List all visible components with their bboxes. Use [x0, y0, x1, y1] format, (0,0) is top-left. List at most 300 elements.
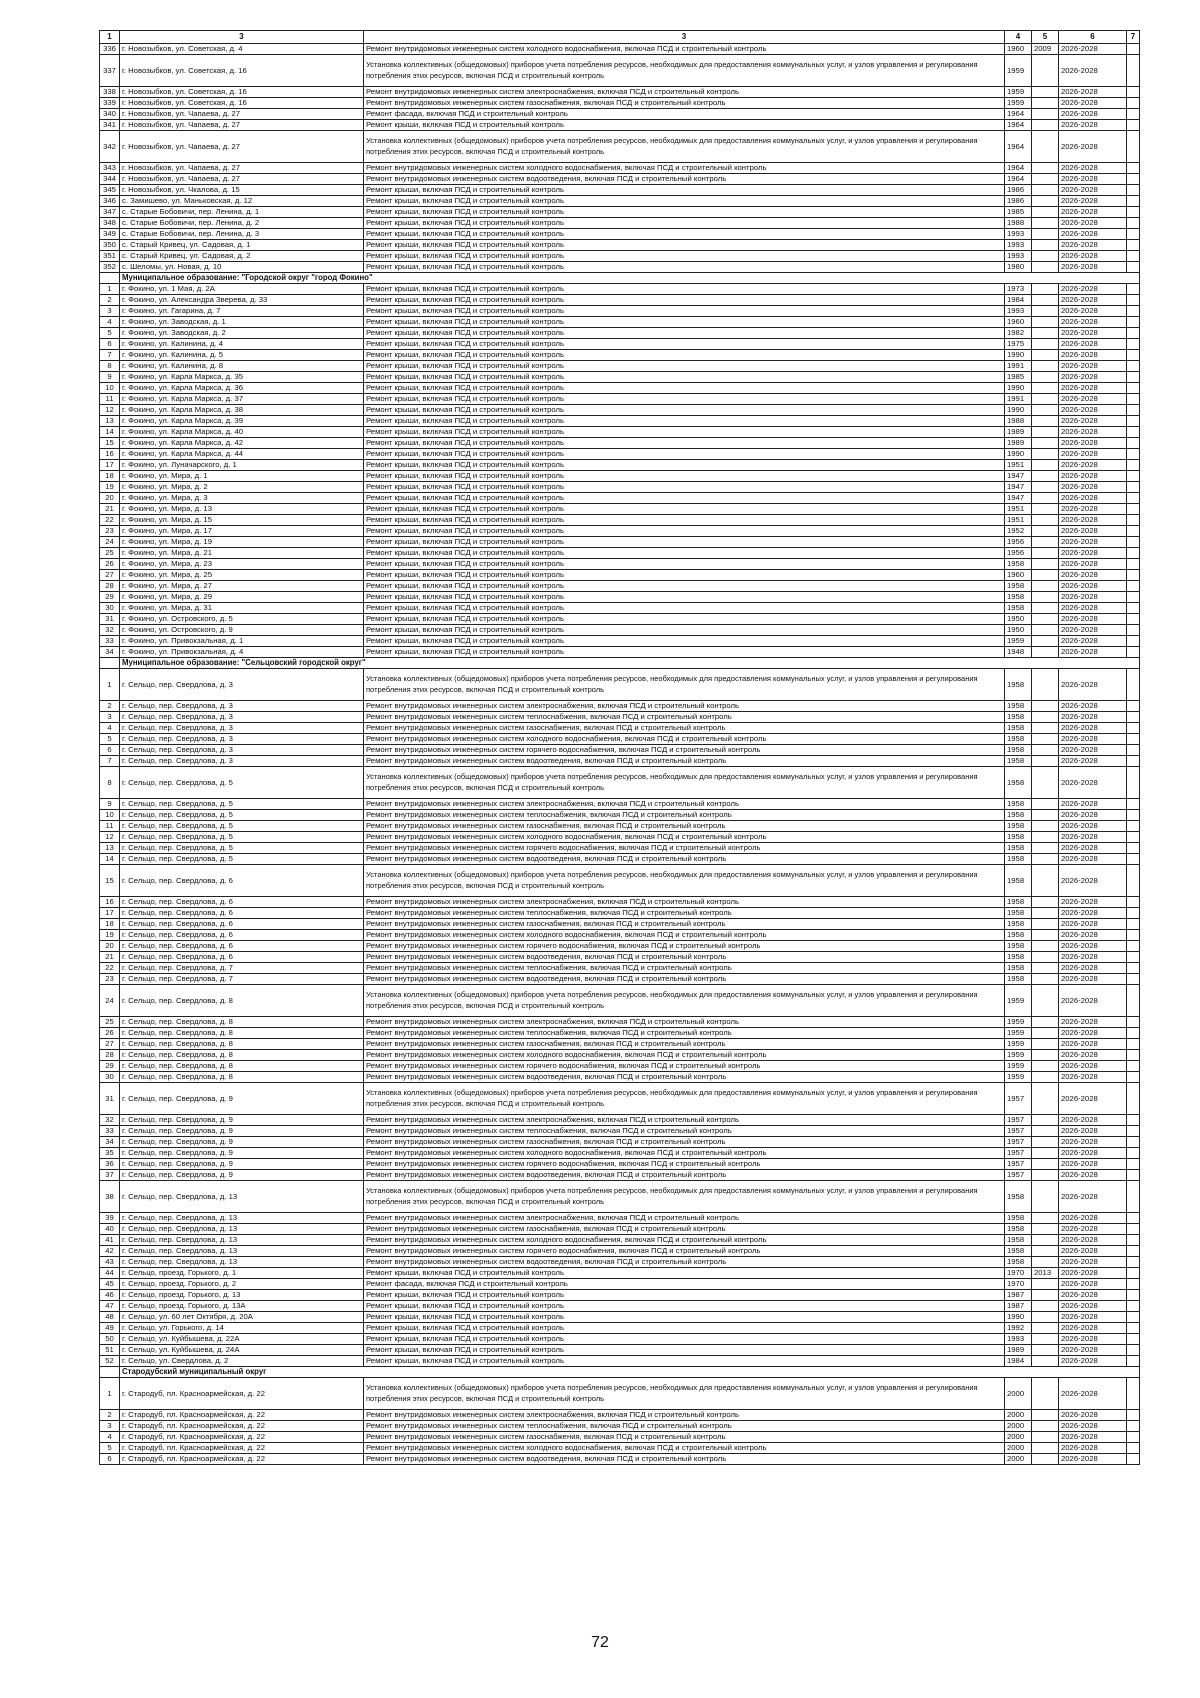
- planned-period-cell: 2026-2028: [1059, 218, 1127, 229]
- work-type-cell: Ремонт крыши, включая ПСД и строительный контроль: [364, 328, 1005, 339]
- work-type-cell: Ремонт крыши, включая ПСД и строительный контроль: [364, 207, 1005, 218]
- page-number: 72: [591, 1634, 609, 1651]
- work-type-cell: Ремонт внутридомовых инженерных систем газоснабжения, включая ПСД и строительный контроль: [364, 1039, 1005, 1050]
- table-row: [100, 832, 1140, 843]
- header-cell: 1: [100, 31, 120, 44]
- planned-period-cell: 2026-2028: [1059, 317, 1127, 328]
- commission-year-cell: 1958: [1005, 1246, 1032, 1257]
- last-repair-year-cell: [1032, 120, 1059, 131]
- work-type-cell: Ремонт внутридомовых инженерных систем горячего водоснабжения, включая ПСД и строительный контроль: [364, 1246, 1005, 1257]
- table-row: [100, 383, 1140, 394]
- table-row: [100, 1170, 1140, 1181]
- planned-period-cell: 2026-2028: [1059, 1421, 1127, 1432]
- planned-period-cell: 2026-2028: [1059, 1356, 1127, 1367]
- last-repair-year-cell: [1032, 1279, 1059, 1290]
- work-type-cell: Ремонт внутридомовых инженерных систем газоснабжения, включая ПСД и строительный контроль: [364, 1224, 1005, 1235]
- table-row: [100, 1443, 1140, 1454]
- row-number-cell: 18: [100, 919, 120, 930]
- commission-year-cell: 1985: [1005, 207, 1032, 218]
- row-number-cell: 17: [100, 908, 120, 919]
- row-number-cell: 28: [100, 581, 120, 592]
- empty-cell: [1127, 317, 1140, 328]
- address-cell: с. Шеломы, ул. Новая, д. 10: [120, 262, 364, 273]
- header-cell: 7: [1127, 31, 1140, 44]
- last-repair-year-cell: [1032, 570, 1059, 581]
- table-row: [100, 1061, 1140, 1072]
- planned-period-cell: 2026-2028: [1059, 207, 1127, 218]
- work-type-cell: Установка коллективных (общедомовых) приборов учета потребления ресурсов, необходимых для предоставления коммунальных услуг, и узлов управления и регулирования потребления этих ресурсов, включая ПСД и строительный контроль: [364, 767, 1005, 799]
- work-type-cell: Ремонт внутридомовых инженерных систем газоснабжения, включая ПСД и строительный контроль: [364, 98, 1005, 109]
- commission-year-cell: 1957: [1005, 1148, 1032, 1159]
- table-row: [100, 1181, 1140, 1213]
- commission-year-cell: 1957: [1005, 1126, 1032, 1137]
- commission-year-cell: 2000: [1005, 1421, 1032, 1432]
- commission-year-cell: 1980: [1005, 262, 1032, 273]
- commission-year-cell: 1964: [1005, 163, 1032, 174]
- table-row: [100, 756, 1140, 767]
- commission-year-cell: 1958: [1005, 919, 1032, 930]
- commission-year-cell: 1975: [1005, 339, 1032, 350]
- commission-year-cell: 1959: [1005, 87, 1032, 98]
- table-row: [100, 98, 1140, 109]
- table-row: [100, 1115, 1140, 1126]
- row-number-cell: 12: [100, 832, 120, 843]
- empty-cell: [1127, 361, 1140, 372]
- last-repair-year-cell: [1032, 1323, 1059, 1334]
- empty-cell: [1127, 614, 1140, 625]
- last-repair-year-cell: [1032, 449, 1059, 460]
- table-row: [100, 548, 1140, 559]
- row-number-cell: 22: [100, 963, 120, 974]
- work-type-cell: Ремонт внутридомовых инженерных систем холодного водоснабжения, включая ПСД и строительный контроль: [364, 1148, 1005, 1159]
- address-cell: г. Новозыбков, ул. Советская, д. 16: [120, 55, 364, 87]
- commission-year-cell: 1948: [1005, 647, 1032, 658]
- address-cell: г. Сельцо, проезд. Горького, д. 2: [120, 1279, 364, 1290]
- planned-period-cell: 2026-2028: [1059, 339, 1127, 350]
- empty-cell: [1127, 1334, 1140, 1345]
- planned-period-cell: 2026-2028: [1059, 482, 1127, 493]
- row-number-cell: 1: [100, 1378, 120, 1410]
- work-type-cell: Ремонт крыши, включая ПСД и строительный контроль: [364, 460, 1005, 471]
- commission-year-cell: 1958: [1005, 799, 1032, 810]
- row-number-cell: 351: [100, 251, 120, 262]
- planned-period-cell: 2026-2028: [1059, 985, 1127, 1017]
- table-row: [100, 897, 1140, 908]
- table-row: [100, 767, 1140, 799]
- empty-cell: [1127, 1083, 1140, 1115]
- commission-year-cell: 1958: [1005, 952, 1032, 963]
- table-row: [100, 55, 1140, 87]
- table-row: [100, 1213, 1140, 1224]
- table-row: [100, 1159, 1140, 1170]
- table-row: [100, 1432, 1140, 1443]
- commission-year-cell: 2000: [1005, 1378, 1032, 1410]
- planned-period-cell: 2026-2028: [1059, 745, 1127, 756]
- empty-cell: [1127, 745, 1140, 756]
- empty-cell: [1127, 55, 1140, 87]
- commission-year-cell: 1958: [1005, 701, 1032, 712]
- planned-period-cell: 2026-2028: [1059, 284, 1127, 295]
- address-cell: г. Сельцо, пер. Свердлова, д. 9: [120, 1170, 364, 1181]
- empty-cell: [1127, 1028, 1140, 1039]
- address-cell: г. Сельцо, пер. Свердлова, д. 6: [120, 941, 364, 952]
- commission-year-cell: 1958: [1005, 734, 1032, 745]
- address-cell: г. Сельцо, пер. Свердлова, д. 6: [120, 930, 364, 941]
- row-number-cell: 352: [100, 262, 120, 273]
- last-repair-year-cell: [1032, 361, 1059, 372]
- row-number-cell: 45: [100, 1279, 120, 1290]
- table-row: [100, 460, 1140, 471]
- empty-cell: [1127, 1115, 1140, 1126]
- row-number-cell: 47: [100, 1301, 120, 1312]
- work-type-cell: Установка коллективных (общедомовых) приборов учета потребления ресурсов, необходимых для предоставления коммунальных услуг, и узлов управления и регулирования потребления этих ресурсов, включая ПСД и строительный контроль: [364, 55, 1005, 87]
- table-row: [100, 185, 1140, 196]
- table-row: [100, 328, 1140, 339]
- last-repair-year-cell: [1032, 712, 1059, 723]
- empty-cell: [1127, 1148, 1140, 1159]
- address-cell: г. Новозыбков, ул. Советская, д. 16: [120, 98, 364, 109]
- planned-period-cell: 2026-2028: [1059, 98, 1127, 109]
- commission-year-cell: 1958: [1005, 908, 1032, 919]
- address-cell: г. Сельцо, пер. Свердлова, д. 8: [120, 1028, 364, 1039]
- empty-cell: [1127, 1345, 1140, 1356]
- last-repair-year-cell: [1032, 1028, 1059, 1039]
- work-type-cell: Ремонт крыши, включая ПСД и строительный контроль: [364, 592, 1005, 603]
- table-row: [100, 559, 1140, 570]
- table-row: [100, 625, 1140, 636]
- work-type-cell: Ремонт крыши, включая ПСД и строительный контроль: [364, 361, 1005, 372]
- table-row: [100, 985, 1140, 1017]
- address-cell: г. Новозыбков, ул. Чапаева, д. 27: [120, 109, 364, 120]
- section-title: Муниципальное образование: "Городской округ "город Фокино": [120, 273, 1140, 284]
- work-type-cell: Ремонт внутридомовых инженерных систем электроснабжения, включая ПСД и строительный контроль: [364, 1213, 1005, 1224]
- table-row: [100, 919, 1140, 930]
- row-number-cell: 21: [100, 504, 120, 515]
- work-type-cell: Ремонт крыши, включая ПСД и строительный контроль: [364, 306, 1005, 317]
- commission-year-cell: 1957: [1005, 1170, 1032, 1181]
- row-number-cell: 35: [100, 1148, 120, 1159]
- table-row: [100, 745, 1140, 756]
- row-number-cell: 14: [100, 427, 120, 438]
- table-row: [100, 581, 1140, 592]
- work-type-cell: Ремонт внутридомовых инженерных систем газоснабжения, включая ПСД и строительный контроль: [364, 723, 1005, 734]
- row-number-cell: 10: [100, 383, 120, 394]
- row-number-cell: 2: [100, 295, 120, 306]
- empty-cell: [1127, 1432, 1140, 1443]
- planned-period-cell: 2026-2028: [1059, 1454, 1127, 1465]
- last-repair-year-cell: [1032, 1443, 1059, 1454]
- work-type-cell: Ремонт крыши, включая ПСД и строительный контроль: [364, 262, 1005, 273]
- header-cell: 5: [1032, 31, 1059, 44]
- last-repair-year-cell: [1032, 930, 1059, 941]
- address-cell: г. Сельцо, ул. Горького, д. 14: [120, 1323, 364, 1334]
- empty-cell: [1127, 810, 1140, 821]
- planned-period-cell: 2026-2028: [1059, 559, 1127, 570]
- address-cell: с. Старый Кривец, ул. Садовая, д. 2: [120, 251, 364, 262]
- row-number-cell: 3: [100, 1421, 120, 1432]
- last-repair-year-cell: [1032, 328, 1059, 339]
- work-type-cell: Ремонт крыши, включая ПСД и строительный контроль: [364, 581, 1005, 592]
- last-repair-year-cell: [1032, 1072, 1059, 1083]
- planned-period-cell: 2026-2028: [1059, 350, 1127, 361]
- empty-cell: [1127, 174, 1140, 185]
- commission-year-cell: 1959: [1005, 985, 1032, 1017]
- address-cell: г. Сельцо, пер. Свердлова, д. 13: [120, 1224, 364, 1235]
- row-number-cell: 32: [100, 1115, 120, 1126]
- work-type-cell: Ремонт фасада, включая ПСД и строительный контроль: [364, 1279, 1005, 1290]
- address-cell: г. Стародуб, пл. Красноармейская, д. 22: [120, 1410, 364, 1421]
- commission-year-cell: 1958: [1005, 865, 1032, 897]
- table-row: [100, 952, 1140, 963]
- empty-cell: [1127, 1290, 1140, 1301]
- empty-cell: [1127, 854, 1140, 865]
- table-row: [100, 1345, 1140, 1356]
- table-row: [100, 196, 1140, 207]
- empty-cell: [1127, 131, 1140, 163]
- planned-period-cell: 2026-2028: [1059, 712, 1127, 723]
- work-type-cell: Ремонт внутридомовых инженерных систем холодного водоснабжения, включая ПСД и строительный контроль: [364, 1235, 1005, 1246]
- last-repair-year-cell: [1032, 1039, 1059, 1050]
- work-type-cell: Ремонт внутридомовых инженерных систем электроснабжения, включая ПСД и строительный контроль: [364, 799, 1005, 810]
- commission-year-cell: 1958: [1005, 941, 1032, 952]
- last-repair-year-cell: [1032, 317, 1059, 328]
- last-repair-year-cell: [1032, 723, 1059, 734]
- commission-year-cell: 1947: [1005, 471, 1032, 482]
- planned-period-cell: 2026-2028: [1059, 1083, 1127, 1115]
- row-number-cell: 29: [100, 1061, 120, 1072]
- table-row: [100, 482, 1140, 493]
- row-number-cell: 1: [100, 284, 120, 295]
- last-repair-year-cell: [1032, 952, 1059, 963]
- commission-year-cell: 1958: [1005, 669, 1032, 701]
- last-repair-year-cell: [1032, 756, 1059, 767]
- work-type-cell: Ремонт крыши, включая ПСД и строительный контроль: [364, 229, 1005, 240]
- planned-period-cell: 2026-2028: [1059, 1432, 1127, 1443]
- address-cell: г. Сельцо, пер. Свердлова, д. 9: [120, 1115, 364, 1126]
- address-cell: с. Старые Бобовичи, пер. Ленина, д. 1: [120, 207, 364, 218]
- commission-year-cell: 1959: [1005, 1017, 1032, 1028]
- row-number-cell: 31: [100, 614, 120, 625]
- row-number-cell: 23: [100, 974, 120, 985]
- last-repair-year-cell: [1032, 647, 1059, 658]
- address-cell: г. Сельцо, пер. Свердлова, д. 6: [120, 952, 364, 963]
- table-row: [100, 449, 1140, 460]
- last-repair-year-cell: [1032, 515, 1059, 526]
- last-repair-year-cell: [1032, 1334, 1059, 1345]
- row-number-cell: 37: [100, 1170, 120, 1181]
- table-body: [100, 44, 1140, 1465]
- work-type-cell: Ремонт внутридомовых инженерных систем водоотведения, включая ПСД и строительный контроль: [364, 952, 1005, 963]
- planned-period-cell: 2026-2028: [1059, 185, 1127, 196]
- planned-period-cell: 2026-2028: [1059, 799, 1127, 810]
- row-number-cell: 41: [100, 1235, 120, 1246]
- address-cell: г. Сельцо, пер. Свердлова, д. 5: [120, 843, 364, 854]
- commission-year-cell: 1958: [1005, 603, 1032, 614]
- row-number-cell: 28: [100, 1050, 120, 1061]
- section-title: Муниципальное образование: "Сельцовский городской округ": [120, 658, 1140, 669]
- address-cell: г. Фокино, ул. Калинина, д. 4: [120, 339, 364, 350]
- row-number-cell: 23: [100, 526, 120, 537]
- row-number-cell: 342: [100, 131, 120, 163]
- address-cell: г. Фокино, ул. Карла Маркса, д. 36: [120, 383, 364, 394]
- address-cell: г. Сельцо, ул. Свердлова, д. 2: [120, 1356, 364, 1367]
- empty-cell: [1127, 1213, 1140, 1224]
- planned-period-cell: 2026-2028: [1059, 941, 1127, 952]
- address-cell: г. Фокино, ул. Калинина, д. 8: [120, 361, 364, 372]
- empty-cell: [1127, 952, 1140, 963]
- row-number-cell: 42: [100, 1246, 120, 1257]
- row-number-cell: 3: [100, 306, 120, 317]
- empty-cell: [1127, 963, 1140, 974]
- empty-cell: [1127, 229, 1140, 240]
- last-repair-year-cell: [1032, 1356, 1059, 1367]
- address-cell: г. Сельцо, пер. Свердлова, д. 5: [120, 854, 364, 865]
- commission-year-cell: 2000: [1005, 1410, 1032, 1421]
- row-number-cell: 7: [100, 350, 120, 361]
- last-repair-year-cell: [1032, 974, 1059, 985]
- work-type-cell: Ремонт крыши, включая ПСД и строительный контроль: [364, 196, 1005, 207]
- planned-period-cell: 2026-2028: [1059, 1290, 1127, 1301]
- table-row: [100, 810, 1140, 821]
- empty-cell: [1127, 207, 1140, 218]
- row-number-cell: 338: [100, 87, 120, 98]
- last-repair-year-cell: 2013: [1032, 1268, 1059, 1279]
- row-number-cell: 6: [100, 1454, 120, 1465]
- table-row: [100, 163, 1140, 174]
- empty-cell: [1127, 306, 1140, 317]
- row-number-cell: 51: [100, 1345, 120, 1356]
- row-number-cell: 4: [100, 317, 120, 328]
- row-number-cell: 343: [100, 163, 120, 174]
- row-number-cell: 33: [100, 1126, 120, 1137]
- empty-cell: [1127, 897, 1140, 908]
- address-cell: г. Сельцо, пер. Свердлова, д. 3: [120, 745, 364, 756]
- last-repair-year-cell: [1032, 865, 1059, 897]
- planned-period-cell: 2026-2028: [1059, 636, 1127, 647]
- last-repair-year-cell: [1032, 1345, 1059, 1356]
- address-cell: г. Сельцо, пер. Свердлова, д. 3: [120, 723, 364, 734]
- commission-year-cell: 1989: [1005, 427, 1032, 438]
- work-type-cell: Ремонт крыши, включая ПСД и строительный контроль: [364, 493, 1005, 504]
- row-number-cell: 34: [100, 647, 120, 658]
- work-type-cell: Ремонт крыши, включая ПСД и строительный контроль: [364, 526, 1005, 537]
- work-type-cell: Ремонт внутридомовых инженерных систем электроснабжения, включая ПСД и строительный контроль: [364, 87, 1005, 98]
- empty-cell: [1127, 1181, 1140, 1213]
- row-number-cell: 13: [100, 416, 120, 427]
- last-repair-year-cell: [1032, 427, 1059, 438]
- table-row: [100, 592, 1140, 603]
- commission-year-cell: 1958: [1005, 1213, 1032, 1224]
- last-repair-year-cell: [1032, 745, 1059, 756]
- planned-period-cell: 2026-2028: [1059, 1235, 1127, 1246]
- planned-period-cell: 2026-2028: [1059, 515, 1127, 526]
- work-type-cell: Ремонт внутридомовых инженерных систем холодного водоснабжения, включая ПСД и строительный контроль: [364, 163, 1005, 174]
- work-type-cell: Ремонт крыши, включая ПСД и строительный контроль: [364, 218, 1005, 229]
- planned-period-cell: 2026-2028: [1059, 87, 1127, 98]
- address-cell: г. Стародуб, пл. Красноармейская, д. 22: [120, 1443, 364, 1454]
- last-repair-year-cell: [1032, 526, 1059, 537]
- work-type-cell: Ремонт внутридомовых инженерных систем водоотведения, включая ПСД и строительный контроль: [364, 1257, 1005, 1268]
- address-cell: г. Новозыбков, ул. Чапаева, д. 27: [120, 120, 364, 131]
- row-number-cell: 27: [100, 570, 120, 581]
- last-repair-year-cell: [1032, 1312, 1059, 1323]
- table-row: [100, 317, 1140, 328]
- table-row: [100, 1148, 1140, 1159]
- commission-year-cell: 1950: [1005, 625, 1032, 636]
- commission-year-cell: 1958: [1005, 1235, 1032, 1246]
- last-repair-year-cell: [1032, 207, 1059, 218]
- row-number-cell: 8: [100, 767, 120, 799]
- address-cell: г. Сельцо, пер. Свердлова, д. 9: [120, 1083, 364, 1115]
- address-cell: г. Сельцо, пер. Свердлова, д. 8: [120, 1050, 364, 1061]
- commission-year-cell: 1989: [1005, 1345, 1032, 1356]
- work-type-cell: Ремонт крыши, включая ПСД и строительный контроль: [364, 1268, 1005, 1279]
- work-type-cell: Ремонт внутридомовых инженерных систем холодного водоснабжения, включая ПСД и строительный контроль: [364, 734, 1005, 745]
- work-type-cell: Ремонт крыши, включая ПСД и строительный контроль: [364, 284, 1005, 295]
- last-repair-year-cell: [1032, 1421, 1059, 1432]
- commission-year-cell: 1984: [1005, 1356, 1032, 1367]
- empty-cell: [1127, 482, 1140, 493]
- row-number-cell: 26: [100, 1028, 120, 1039]
- row-number-cell: 340: [100, 109, 120, 120]
- address-cell: г. Фокино, ул. Мира, д. 19: [120, 537, 364, 548]
- row-number-cell: 348: [100, 218, 120, 229]
- address-cell: г. Фокино, ул. Карла Маркса, д. 39: [120, 416, 364, 427]
- address-cell: г. Фокино, ул. Гагарина, д. 7: [120, 306, 364, 317]
- empty-cell: [1127, 1410, 1140, 1421]
- row-number-cell: 44: [100, 1268, 120, 1279]
- planned-period-cell: 2026-2028: [1059, 1257, 1127, 1268]
- work-type-cell: Установка коллективных (общедомовых) приборов учета потребления ресурсов, необходимых для предоставления коммунальных услуг, и узлов управления и регулирования потребления этих ресурсов, включая ПСД и строительный контроль: [364, 131, 1005, 163]
- empty-cell: [1127, 701, 1140, 712]
- address-cell: г. Сельцо, пер. Свердлова, д. 3: [120, 756, 364, 767]
- last-repair-year-cell: [1032, 262, 1059, 273]
- last-repair-year-cell: [1032, 1378, 1059, 1410]
- commission-year-cell: 1958: [1005, 974, 1032, 985]
- work-type-cell: Ремонт крыши, включая ПСД и строительный контроль: [364, 295, 1005, 306]
- last-repair-year-cell: [1032, 919, 1059, 930]
- work-type-cell: Ремонт внутридомовых инженерных систем водоотведения, включая ПСД и строительный контроль: [364, 1454, 1005, 1465]
- planned-period-cell: 2026-2028: [1059, 756, 1127, 767]
- empty-cell: [1127, 1421, 1140, 1432]
- commission-year-cell: 1958: [1005, 843, 1032, 854]
- address-cell: г. Сельцо, пер. Свердлова, д. 8: [120, 1017, 364, 1028]
- work-type-cell: Ремонт внутридомовых инженерных систем холодного водоснабжения, включая ПСД и строительный контроль: [364, 930, 1005, 941]
- table-row: [100, 1454, 1140, 1465]
- empty-cell: [1127, 515, 1140, 526]
- empty-cell: [1127, 821, 1140, 832]
- table-row: [100, 295, 1140, 306]
- row-number-cell: 6: [100, 339, 120, 350]
- last-repair-year-cell: [1032, 87, 1059, 98]
- commission-year-cell: 1951: [1005, 504, 1032, 515]
- planned-period-cell: 2026-2028: [1059, 1115, 1127, 1126]
- table-row: [100, 87, 1140, 98]
- empty-cell: [1127, 930, 1140, 941]
- table-row: [100, 963, 1140, 974]
- row-number-cell: 347: [100, 207, 120, 218]
- table-row: [100, 941, 1140, 952]
- commission-year-cell: 1959: [1005, 55, 1032, 87]
- work-type-cell: Ремонт крыши, включая ПСД и строительный контроль: [364, 185, 1005, 196]
- address-cell: г. Фокино, ул. Карла Маркса, д. 38: [120, 405, 364, 416]
- work-type-cell: Ремонт крыши, включая ПСД и строительный контроль: [364, 416, 1005, 427]
- empty-cell: [1127, 372, 1140, 383]
- commission-year-cell: 1991: [1005, 361, 1032, 372]
- commission-year-cell: 1990: [1005, 350, 1032, 361]
- row-number-cell: 27: [100, 1039, 120, 1050]
- last-repair-year-cell: 2009: [1032, 44, 1059, 55]
